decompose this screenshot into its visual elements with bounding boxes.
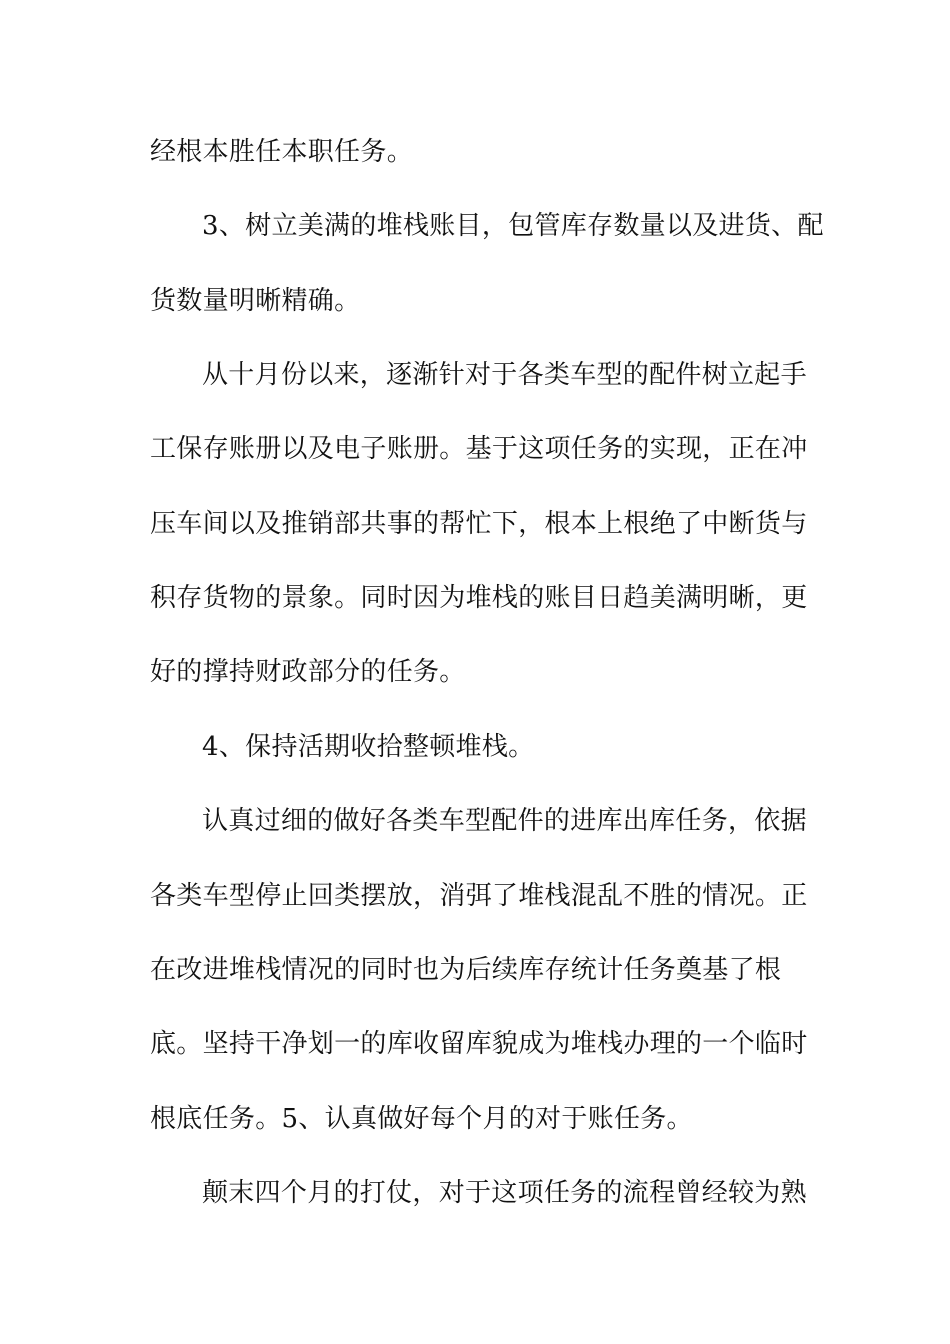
text-line-8: 好的撑持财政部分的任务。	[150, 657, 466, 687]
text-line-10: 认真过细的做好各类车型配件的进库出库任务，依据	[202, 806, 807, 836]
text-line-11: 各类车型停止回类摆放，消弭了堆栈混乱不胜的情况。正	[150, 881, 808, 911]
text-line-2: 3、树立美满的堆栈账目，包管库存数量以及进货、配	[202, 211, 824, 241]
text-line-14: 根底任务。5、认真做好每个月的对于账任务。	[150, 1104, 693, 1134]
text-line-12: 在改进堆栈情况的同时也为后续库存统计任务奠基了根	[150, 955, 782, 985]
text-line-15: 颠末四个月的打仗，对于这项任务的流程曾经较为熟	[202, 1178, 807, 1208]
text-line-7: 积存货物的景象。同时因为堆栈的账目日趋美满明晰，更	[150, 583, 808, 613]
text-line-1: 经根本胜任本职任务。	[150, 137, 414, 167]
text-line-13: 底。坚持干净划一的库收留库貌成为堆栈办理的一个临时	[150, 1029, 808, 1059]
text-line-9: 4、保持活期收拾整顿堆栈。	[202, 732, 535, 762]
text-line-3: 货数量明晰精确。	[150, 286, 361, 316]
text-line-4: 从十月份以来，逐渐针对于各类车型的配件树立起手	[202, 360, 807, 390]
text-line-6: 压车间以及推销部共事的帮忙下，根本上根绝了中断货与	[150, 509, 808, 539]
text-line-5: 工保存账册以及电子账册。基于这项任务的实现，正在冲	[150, 434, 808, 464]
